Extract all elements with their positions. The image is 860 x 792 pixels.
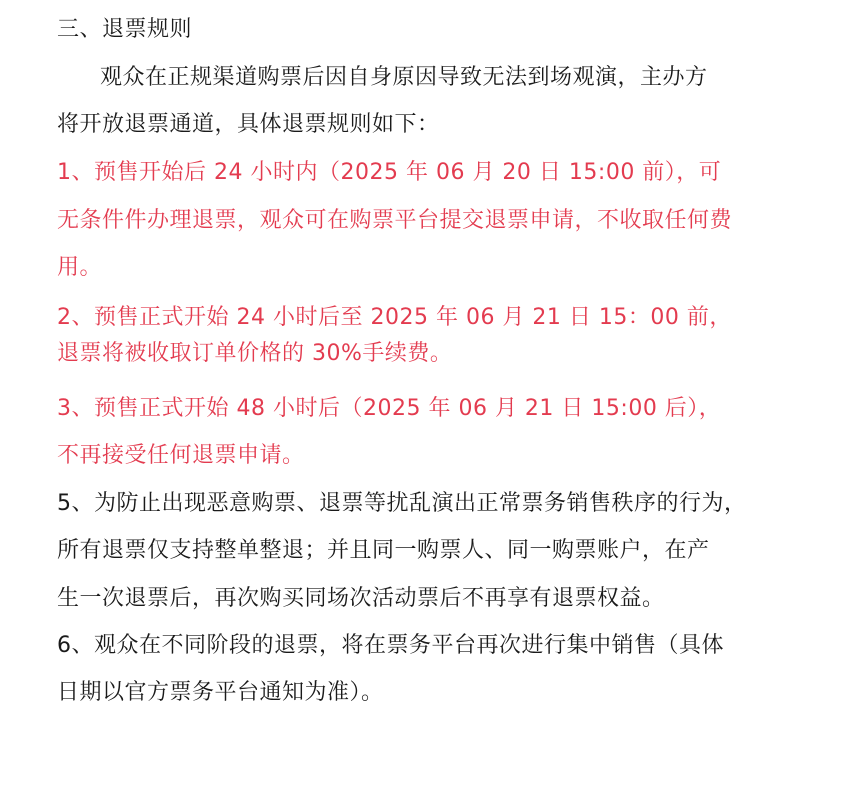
intro-line-2: 将开放退票通道，具体退票规则如下： <box>57 112 440 137</box>
rule-2-line-1: 2、预售正式开始 24 小时后至 2025 年 06 月 21 日 15：00 前， <box>57 305 732 330</box>
intro-line-1: 观众在正规渠道购票后因自身原因导致无法到场观演，主办方 <box>100 65 708 90</box>
rule-3-line-2: 不再接受任何退票申请。 <box>57 443 305 468</box>
rule-5-line-2: 所有退票仅支持整单整退；并且同一购票人、同一购票账户，在产 <box>57 538 710 563</box>
rule-6-line-1: 6、观众在不同阶段的退票，将在票务平台再次进行集中销售（具体 <box>57 633 724 658</box>
rule-6-line-2: 日期以官方票务平台通知为准）。 <box>57 680 384 705</box>
rule-1-line-3: 用。 <box>57 255 103 280</box>
rule-2-line-2: 退票将被收取订单价格的 30%手续费。 <box>57 341 453 366</box>
rule-3-line-1: 3、预售正式开始 48 小时后（2025 年 06 月 21 日 15:00 后）， <box>57 396 722 421</box>
rule-1-line-1: 1、预售开始后 24 小时内（2025 年 06 月 20 日 15:00 前），可 <box>57 160 722 185</box>
rule-5-line-1: 5、为防止出现恶意购票、退票等扰乱演出正常票务销售秩序的行为， <box>57 491 747 516</box>
section-title: 三、退票规则 <box>57 17 193 42</box>
rule-5-line-3: 生一次退票后，再次购买同场次活动票后不再享有退票权益。 <box>57 586 665 611</box>
rule-1-line-2: 无条件件办理退票，观众可在购票平台提交退票申请，不收取任何费 <box>57 208 733 233</box>
